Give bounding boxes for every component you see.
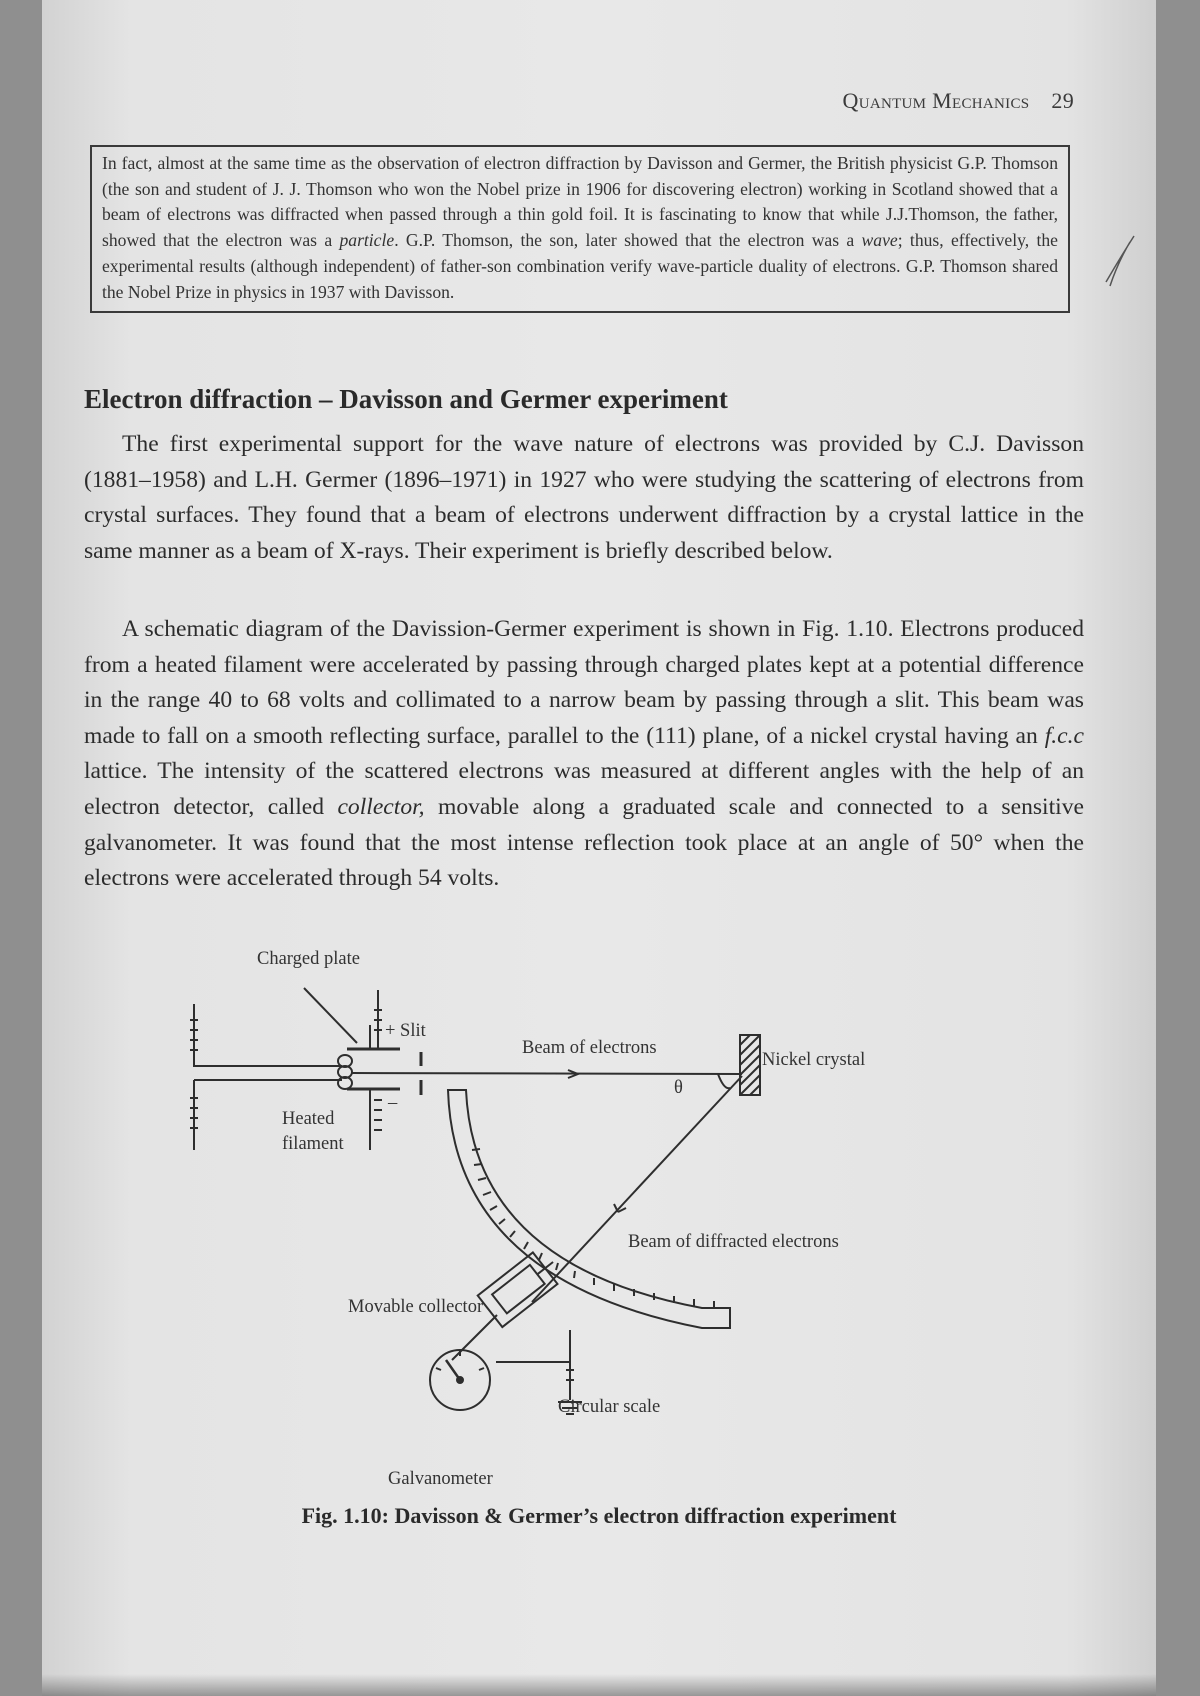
note-text-3: ; thus, effectively, the experimental results (although independent) of father-son combination verify wave-particle duality of electrons. G.P. Thomson shared the Nobel Prize in physics in 1937 with Davisson.: [102, 230, 1058, 302]
paragraph-2: [84, 612, 1084, 897]
incident-beam: [352, 1070, 742, 1078]
label-circular-scale: Circular scale: [558, 1397, 661, 1417]
label-charged-plate: Charged plate: [257, 949, 360, 969]
diffracted-beam: [532, 1076, 742, 1302]
filament-coil: [338, 1055, 352, 1089]
book-page: [42, 0, 1156, 1696]
figure-caption: Fig. 1.10: Davisson & Germer’s electron diffraction experiment: [301, 1503, 897, 1528]
label-heated: Heated: [282, 1109, 335, 1129]
label-nickel-crystal: Nickel crystal: [762, 1050, 866, 1070]
paragraph-2-text-1: A schematic diagram of the Davission-Germer experiment is shown in Fig. 1.10. Electrons produced from a heated filament were accelerated by passing through charged plates kept at a potential difference in the range 40 to 68 volts and collimated to a narrow beam by passing through a slit. This beam was made to fall on a smooth reflecting surface, parallel to the (111) plane, of a nickel crystal having an: [84, 616, 1084, 749]
note-em-particle: particle: [339, 230, 395, 251]
davisson-germer-figure: [42, 950, 1156, 1530]
label-movable-collector: Movable collector: [348, 1297, 484, 1317]
paragraph-2-text-2: lattice. The intensity of the scattered electrons was measured at different angles with the help of an electron detector, called: [84, 758, 1084, 820]
paragraph-2-em-fcc: f.c.c: [1044, 722, 1084, 749]
movable-collector: [478, 1246, 566, 1327]
paragraph-2-text-3: movable along a graduated scale and connected to a sensitive galvanometer. It was found that the most intense reflection took place at an angle of 50° when the electrons were accelerated through 54 volts.: [84, 793, 1084, 892]
paragraph-2-em-collector: collector,: [337, 793, 425, 820]
pen-mark: [1100, 232, 1140, 292]
note-em-wave: wave: [861, 230, 898, 251]
label-theta: θ: [674, 1078, 683, 1098]
nickel-crystal: [740, 1035, 760, 1095]
running-header: [843, 88, 1075, 114]
circular-scale: [448, 1090, 730, 1328]
page-number: 29: [1051, 88, 1074, 113]
paragraph-1: The first experimental support for the wave nature of electrons was provided by C.J. Davisson (1881–1958) and L.H. Germer (1896–1971) in 1927 who were studying the scattering of electrons from crystal surfaces. They found that a beam of electrons underwent diffraction by a crystal lattice in the same manner as a beam of X-rays. Their experiment is briefly described below.: [84, 431, 1084, 564]
label-galvanometer: Galvanometer: [388, 1469, 493, 1489]
label-beam-of-electrons: Beam of electrons: [522, 1038, 657, 1058]
section-title: Electron diffraction – Davisson and Germer experiment: [84, 384, 728, 414]
label-beam-diffracted: Beam of diffracted electrons: [628, 1232, 839, 1252]
note-text-2: . G.P. Thomson, the son, later showed that the electron was a: [394, 230, 862, 251]
page-edge-shadow: [42, 1674, 1156, 1696]
galvanometer: [430, 1350, 490, 1410]
historical-note-box: [90, 145, 1070, 313]
label-slit: + Slit: [385, 1021, 426, 1041]
label-minus: –: [388, 1093, 398, 1113]
theta-arc: [718, 1074, 730, 1088]
note-text-1: In fact, almost at the same time as the observation of electron diffraction by Davisson and Germer, the British physicist G.P. Thomson (the son and student of J. J. Thomson who won the Nobel prize in 1906 for discovering electron) working in Scotland showed that a beam of electrons was diffracted when passed through a thin gold foil. It is fascinating to know that while J.J.Thomson, the father, showed that the electron was a: [102, 153, 1058, 251]
running-title: Quantum Mechanics: [842, 88, 1030, 113]
label-filament: filament: [282, 1134, 344, 1154]
